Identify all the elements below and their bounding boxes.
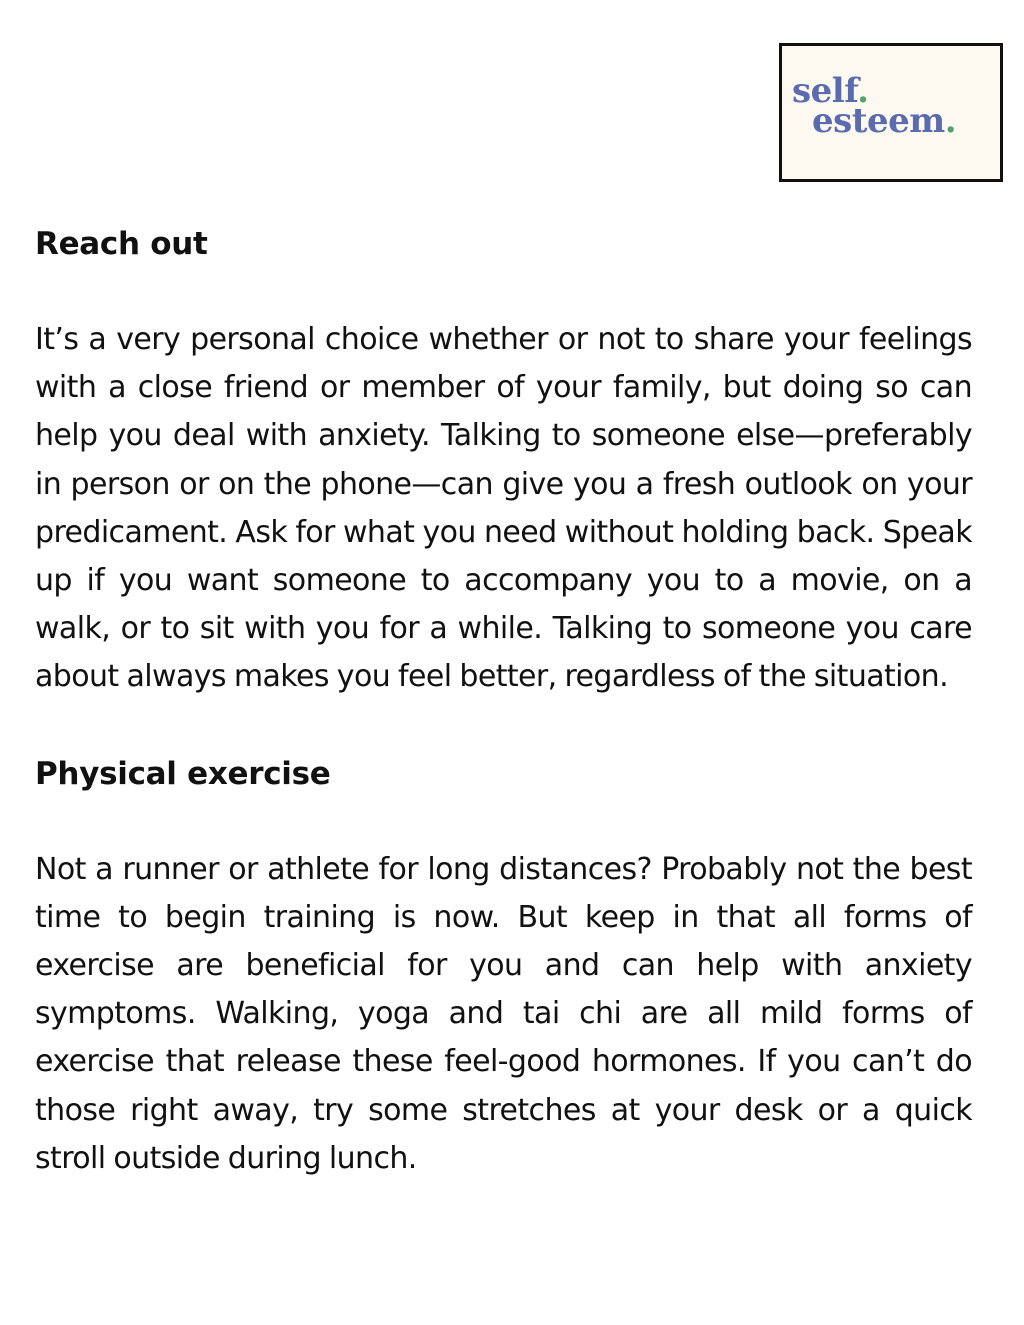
article-content xyxy=(35,220,972,1231)
logo-line-esteem: esteem. xyxy=(812,101,957,141)
section-heading-reach-out: Reach out xyxy=(35,226,208,262)
section-heading-physical-exercise: Physical exercise xyxy=(35,755,331,792)
section-body-reach-out: It’s a very personal choice whether or not to share your feelings with a close friend or member of your family, but doing so can help you deal with anxiety. Talking to someone else—preferably in person or on the phone—can give you a fresh outlook on your predicament. Ask for what you need without holding back. Speak up if you want someone to accompany you to a movie, on a walk, or to sit with you for a while. Talking to someone you care about always makes you feel better, regardless of the situation. xyxy=(35,322,972,695)
logo-line-self: self. xyxy=(792,71,869,111)
self-esteem-logo xyxy=(779,43,1003,182)
section-body-physical-exercise: Not a runner or athlete for long distances? Probably not the best time to begin training is now. But keep in that all forms of exercise are beneficial for you and can help with anxiety symptoms. Walking, yoga and tai chi are all mild forms of exercise that release these feel-good hormones. If you can’t do those right away, try some stretches at your desk or a quick stroll outside during lunch. xyxy=(35,851,972,1176)
